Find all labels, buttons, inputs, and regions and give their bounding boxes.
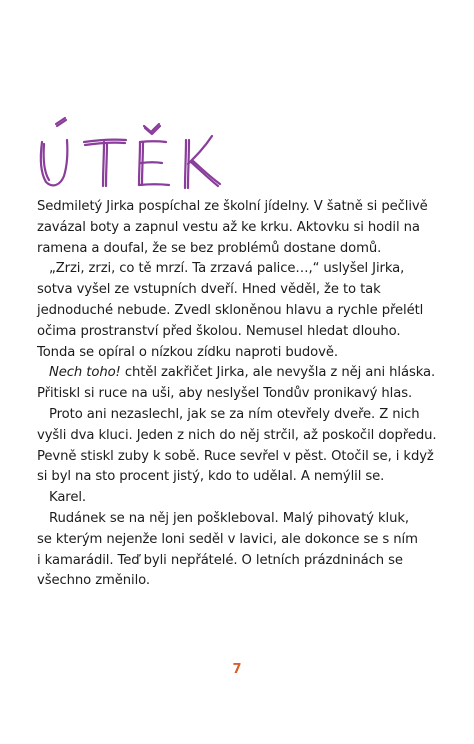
- paragraph-3: [37, 363, 436, 405]
- text-line: očima prostranství před školou. Nemusel hledat dlouho.: [37, 323, 401, 339]
- text-line: ramena a doufal, že se bez problémů dostane domů.: [37, 240, 382, 256]
- text-line: Tonda se opíral o nízkou zídku naproti budově.: [37, 344, 338, 360]
- text-line: Rudánek se na něj jen poškleboval. Malý pihovatý kluk,: [49, 510, 409, 526]
- text-line: Pevně stiskl zuby k sobě. Ruce sevřel v pěst. Otočil se, i když: [37, 448, 434, 464]
- chapter-title: [36, 112, 256, 192]
- paragraph-5: [37, 488, 433, 509]
- paragraph-2: [37, 259, 433, 363]
- chapter-title-handwritten: [36, 112, 256, 192]
- text-line: zavázal boty a zapnul vestu až ke krku. Aktovku si hodil na: [37, 219, 420, 235]
- text-line: Přitiskl si ruce na uši, aby neslyšel Tondův pronikavý hlas.: [37, 386, 413, 402]
- paragraph-4: [37, 405, 437, 488]
- text-run: chtěl zakřičet Jirka, ale nevyšla z něj ani hláska.: [120, 365, 436, 381]
- paragraph-6: [37, 509, 433, 592]
- chapter-body: [37, 197, 437, 592]
- text-line: si byl na sto procent jistý, kdo to udělal. A nemýlil se.: [37, 469, 385, 485]
- paragraph-1: [37, 197, 433, 259]
- text-line: Karel.: [49, 490, 86, 506]
- text-line: sotva vyšel ze vstupních dveří. Hned věděl, že to tak: [37, 282, 381, 298]
- page-number: 7: [232, 662, 242, 677]
- text-line: „Zrzi, zrzi, co tě mrzí. Ta zrzavá palice…,“ uslyšel Jirka,: [49, 261, 405, 277]
- text-line: všechno změnilo.: [37, 573, 151, 589]
- text-line: Sedmiletý Jirka pospíchal ze školní jídelny. V šatně si pečlivě: [37, 199, 428, 214]
- text-line: jednoduché nebude. Zvedl skloněnou hlavu a rychle přelétl: [37, 302, 424, 318]
- italic-speech: Nech toho!: [49, 365, 121, 381]
- text-line-with-italic: [37, 363, 436, 384]
- text-line: se kterým nejenže loni seděl v lavici, ale dokonce se s ním: [37, 531, 418, 547]
- text-line: vyšli dva kluci. Jeden z nich do něj strčil, až poskočil dopředu.: [37, 427, 437, 443]
- text-line: i kamarádil. Teď byli nepřátelé. O letních prázdninách se: [37, 552, 403, 568]
- text-line: Proto ani nezaslechl, jak se za ním otevřely dveře. Z nich: [49, 406, 420, 422]
